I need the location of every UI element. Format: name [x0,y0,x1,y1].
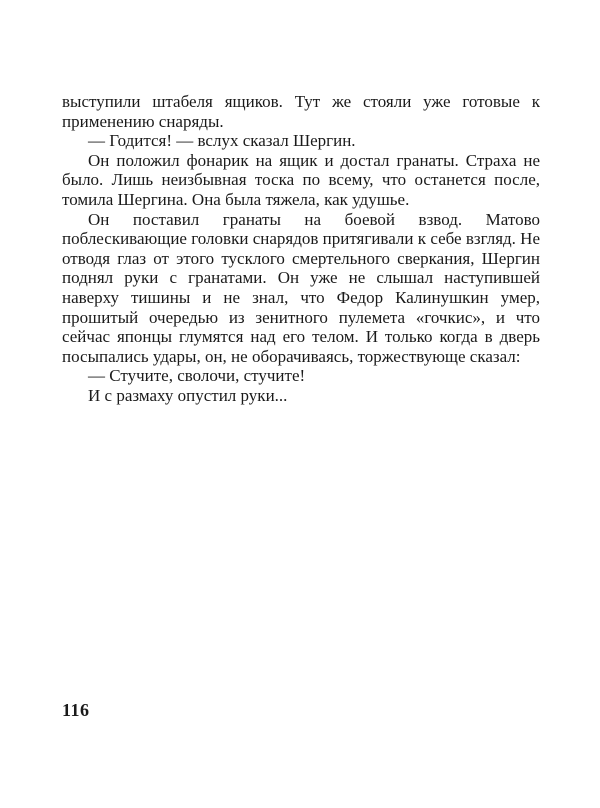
page-number: 116 [62,700,90,720]
paragraph-1: выступили штабеля ящиков. Тут же стояли уже готовые к применению снаряды. [62,92,540,131]
paragraph-2: — Годится! — вслух сказал Шергин. [88,131,356,151]
paragraph-4: Он поставил гранаты на боевой взвод. Матово поблескивающие головки снарядов притягивали к себе взгляд. Не отводя глаз от этого тусклого смертельного сверкания, Шергин поднял руки с гранатами. Он уже не слышал наступившей наверху тишины и не знал, что Федор Калинушкин умер, прошитый очередью из зенитного пулемета «гочкис», и что сейчас японцы глумятся над его телом. И только когда в дверь посыпались удары, он, не оборачиваясь, торжествующе сказал: [62,209,540,366]
paragraph-6: И с размаху опустил руки... [88,385,288,405]
paragraph-5: — Стучите, сволочи, стучите! [88,366,306,386]
paragraph-3: Он положил фонарик на ящик и достал гранаты. Страха не было. Лишь неизбывная тоска по всему, что останется после, томила Шергина. Она была тяжела, как удушье. [62,150,540,209]
body-text [62,92,540,406]
